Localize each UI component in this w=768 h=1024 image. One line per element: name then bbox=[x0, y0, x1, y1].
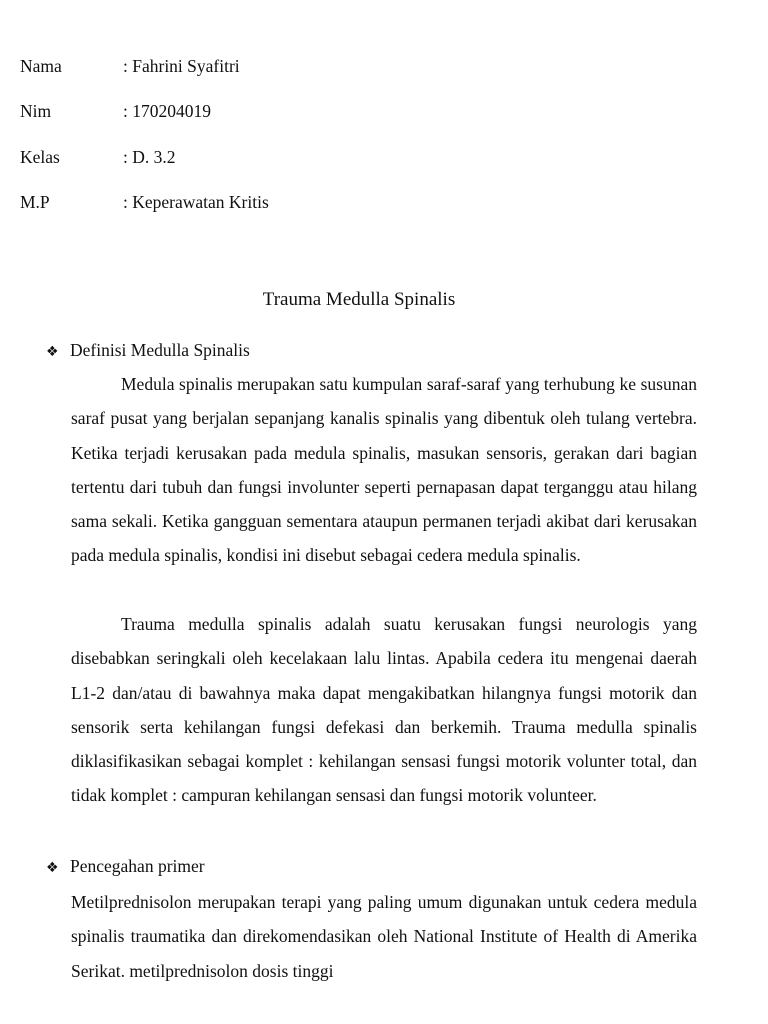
info-value: : Fahrini Syafitri bbox=[123, 56, 240, 76]
info-row-kelas bbox=[20, 145, 176, 169]
info-label: Nama bbox=[20, 56, 62, 76]
info-value: : Keperawatan Kritis bbox=[123, 192, 269, 212]
paragraph-definisi-1: Medula spinalis merupakan satu kumpulan saraf-saraf yang terhubung ke susunan saraf pusat yang berjalan sepanjang kanalis spinalis yang dibentuk oleh tulang vertebra. Ketika terjadi kerusakan pada medula spinalis, masukan sensoris, gerakan dari bagian tertentu dari tubuh dan fungsi involunter seperti pernapasan dapat terganggu atau hilang sama sekali. Ketika gangguan sementara ataupun permanen terjadi akibat dari kerusakan pada medula spinalis, kondisi ini disebut sebagai cedera medula spinalis. bbox=[71, 374, 697, 566]
info-label: M.P bbox=[20, 192, 50, 212]
diamond-bullet-icon: ❖ bbox=[46, 344, 59, 360]
section-heading-text: Definisi Medulla Spinalis bbox=[70, 340, 250, 360]
paragraph-pencegahan-1: Metilprednisolon merupakan terapi yang paling umum digunakan untuk cedera medula spinalis traumatika dan direkomendasikan oleh National Institute of Health di Amerika Serikat. metilprednisolon dosis tinggi bbox=[71, 892, 697, 981]
diamond-bullet-icon: ❖ bbox=[46, 860, 59, 876]
info-value: : 170204019 bbox=[123, 101, 211, 121]
paragraph-definisi-2: Trauma medulla spinalis adalah suatu kerusakan fungsi neurologis yang disebabkan seringkali oleh kecelakaan lalu lintas. Apabila cedera itu mengenai daerah L1-2 dan/atau di bawahnya maka dapat mengakibatkan hilangnya fungsi motorik dan sensorik serta kehilangan fungsi defekasi dan berkemih. Trauma medulla spinalis diklasifikasikan sebagai komplet : kehilangan sensasi fungsi motorik volunter total, dan tidak komplet : campuran kehilangan sensasi dan fungsi motorik volunteer. bbox=[71, 614, 697, 806]
info-value: : D. 3.2 bbox=[123, 147, 176, 167]
info-row-mp bbox=[20, 190, 269, 214]
section-heading-pencegahan bbox=[46, 854, 205, 878]
info-label: Kelas bbox=[20, 147, 60, 167]
info-row-nim bbox=[20, 99, 211, 123]
info-label: Nim bbox=[20, 101, 52, 121]
section-heading-definisi bbox=[46, 338, 250, 362]
info-row-nama bbox=[20, 54, 240, 78]
section-heading-text: Pencegahan primer bbox=[70, 856, 205, 876]
document-title: Trauma Medulla Spinalis bbox=[262, 289, 456, 310]
